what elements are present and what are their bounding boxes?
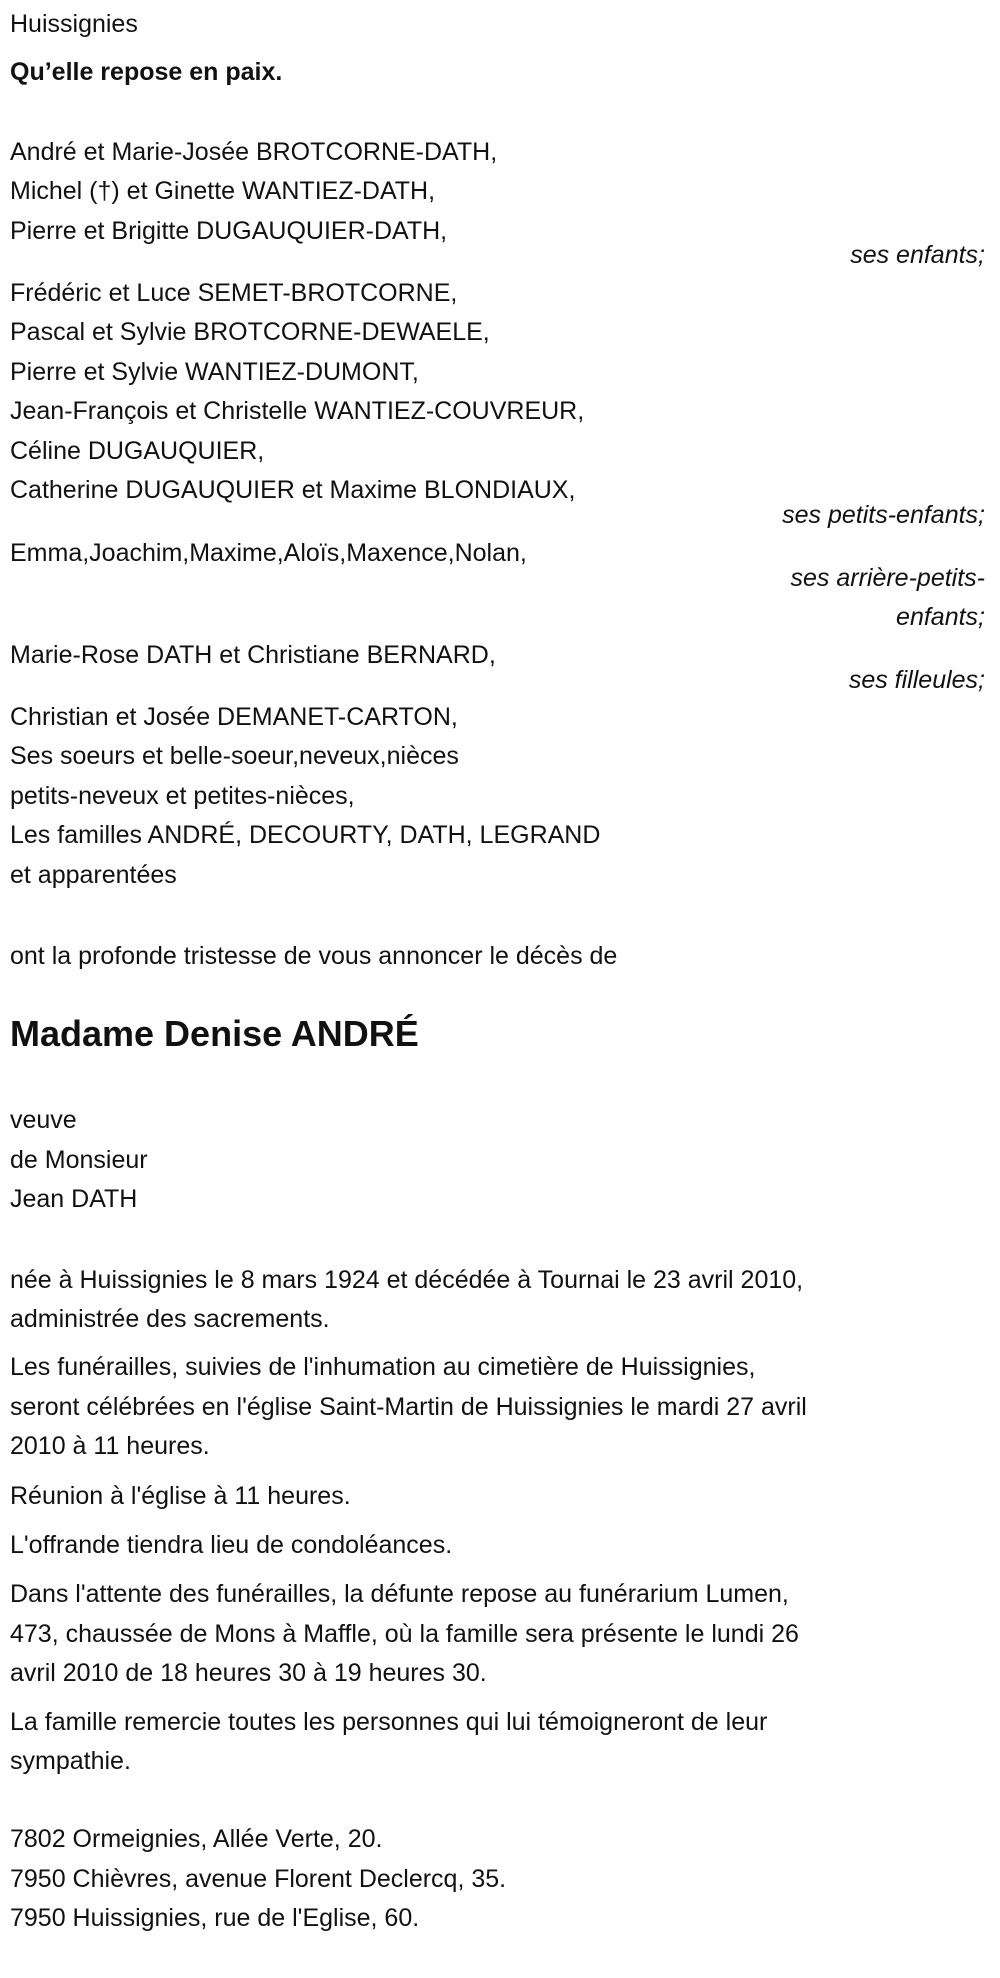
paragraph-line: Les funérailles, suivies de l'inhumation au cimetière de Huissignies, <box>10 1353 756 1382</box>
paragraph-line: administrée des sacrements. <box>10 1304 330 1333</box>
grandchildren-label: ses petits-enfants; <box>782 501 985 529</box>
paragraph-line: née à Huissignies le 8 mars 1924 et décédée à Tournai le 23 avril 2010, <box>10 1265 804 1294</box>
relative-line: Les familles ANDRÉ, DECOURTY, DATH, LEGRAND <box>10 821 601 850</box>
goddaughter-names: Marie-Rose DATH et Christiane BERNARD, <box>10 640 496 669</box>
birth-death-paragraph <box>10 1261 990 1340</box>
goddaughters-list <box>10 636 990 675</box>
grandchild-name: Pascal et Sylvie BROTCORNE-DEWAELE, <box>10 318 490 347</box>
great-grandchildren-label-2: enfants; <box>896 603 985 631</box>
paragraph-line: Dans l'attente des funérailles, la défunte repose au funérarium Lumen, <box>10 1580 789 1609</box>
address-line: 7802 Ormeignies, Allée Verte, 20. <box>10 1825 383 1854</box>
paragraph-line: Réunion à l'église à 11 heures. <box>10 1481 351 1510</box>
address-line: 7950 Chièvres, avenue Florent Declercq, 35. <box>10 1864 507 1893</box>
paragraph-line: 2010 à 11 heures. <box>10 1432 210 1461</box>
grandchild-name: Jean-François et Christelle WANTIEZ-COUVREUR, <box>10 397 585 426</box>
grandchild-name: Céline DUGAUQUIER, <box>10 436 265 465</box>
announcement: ont la profonde tristesse de vous annoncer le décès de <box>10 942 618 971</box>
child-name: André et Marie-Josée BROTCORNE-DATH, <box>10 137 498 166</box>
offering-paragraph <box>10 1526 990 1565</box>
deceased-name: Madame Denise ANDRÉ <box>10 1013 419 1055</box>
obituary-notice <box>10 5 990 1938</box>
prayer: Qu’elle repose en paix. <box>10 58 283 87</box>
paragraph-line: L'offrande tiendra lieu de condoléances. <box>10 1530 453 1559</box>
place: Huissignies <box>10 10 138 38</box>
goddaughters-label: ses filleules; <box>848 666 985 694</box>
relative-line: Ses soeurs et belle-soeur,neveux,nièces <box>10 742 459 771</box>
funeral-paragraph <box>10 1348 990 1466</box>
thanks-paragraph <box>10 1703 990 1782</box>
grandchild-name: Catherine DUGAUQUIER et Maxime BLONDIAUX, <box>10 475 576 504</box>
paragraph-line: seront célébrées en l'église Saint-Martin de Huissignies le mardi 27 avril <box>10 1392 807 1421</box>
addresses <box>10 1820 990 1938</box>
paragraph-line: La famille remercie toutes les personnes qui lui témoigneront de leur <box>10 1707 768 1736</box>
grandchildren-list <box>10 274 990 510</box>
widow-line: Jean DATH <box>10 1185 138 1214</box>
child-name: Michel (†) et Ginette WANTIEZ-DATH, <box>10 177 436 206</box>
child-name: Pierre et Brigitte DUGAUQUIER-DATH, <box>10 216 448 245</box>
great-grandchildren-names: Emma,Joachim,Maxime,Aloïs,Maxence,Nolan, <box>10 539 527 568</box>
grandchild-name: Pierre et Sylvie WANTIEZ-DUMONT, <box>10 357 419 386</box>
widow-of <box>10 1101 990 1219</box>
funerarium-paragraph <box>10 1575 990 1693</box>
paragraph-line: 473, chaussée de Mons à Maffle, où la famille sera présente le lundi 26 <box>10 1619 799 1648</box>
widow-line: veuve <box>10 1106 77 1135</box>
meeting-paragraph <box>10 1477 990 1516</box>
address-line: 7950 Huissignies, rue de l'Eglise, 60. <box>10 1904 420 1933</box>
paragraph-line: avril 2010 de 18 heures 30 à 19 heures 30. <box>10 1659 487 1688</box>
paragraph-line: sympathie. <box>10 1746 131 1775</box>
relative-line: petits-neveux et petites-nièces, <box>10 781 355 810</box>
relative-line: Christian et Josée DEMANET-CARTON, <box>10 703 458 732</box>
relative-line: et apparentées <box>10 860 177 889</box>
children-list <box>10 133 990 251</box>
other-relatives <box>10 698 990 895</box>
grandchild-name: Frédéric et Luce SEMET-BROTCORNE, <box>10 278 458 307</box>
widow-line: de Monsieur <box>10 1145 148 1174</box>
children-label: ses enfants; <box>850 241 985 269</box>
great-grandchildren-label-1: ses arrière-petits- <box>790 564 985 592</box>
